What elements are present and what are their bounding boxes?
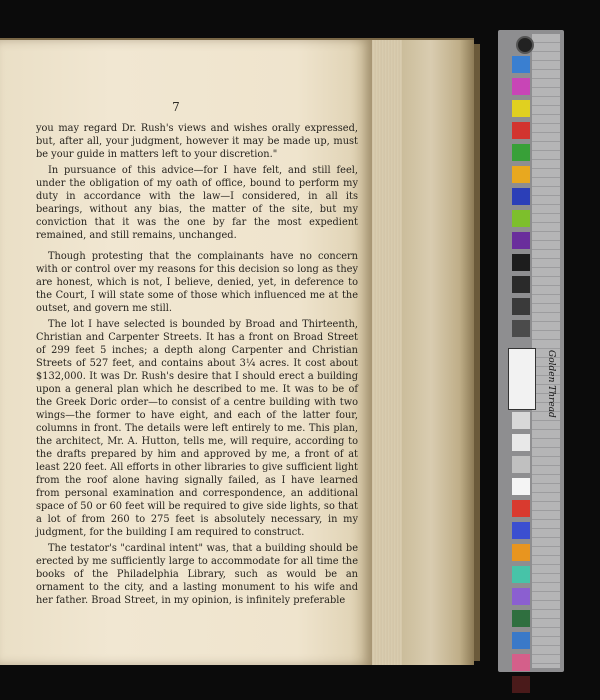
color-swatch: [512, 456, 530, 473]
color-swatch: [512, 188, 530, 205]
book-page: [0, 40, 372, 665]
color-swatch: [512, 78, 530, 95]
color-swatch: [512, 166, 530, 183]
page-text: [36, 122, 358, 610]
color-swatch: [512, 566, 530, 583]
color-swatch: [512, 56, 530, 73]
color-swatch: [512, 610, 530, 627]
color-swatch: [512, 478, 530, 495]
book-cover-board: [402, 40, 474, 665]
paragraph-3: Though protesting that the complainants have no concern with or control over my reasons for this decision so long as they are honest, which is not, I believe, denied, yet, in deference to the Court, I will state some of those which influenced me at the outset, and govern me still.: [36, 251, 358, 314]
paragraph-2: In pursuance of this advice—for I have felt, and still feel, under the obligation of my oath of office, bound to perform my duty in accordance with the law—I considered, in all its bearings, without any bias, the matter of the site, but my conviction that it was the one by far the most expedient remained, and still remains, unchanged.: [36, 165, 358, 241]
color-swatch: [512, 434, 530, 451]
color-swatch: [512, 500, 530, 517]
color-swatch: [512, 632, 530, 649]
color-swatch: [512, 522, 530, 539]
color-swatch: [512, 298, 530, 315]
color-swatch: [512, 276, 530, 293]
color-calibration-card: [498, 30, 564, 672]
card-hole-icon: [516, 36, 534, 54]
color-swatch: [512, 412, 530, 429]
color-swatch: [512, 232, 530, 249]
color-swatch: [512, 100, 530, 117]
card-brand-logo: Golden Thread: [546, 350, 556, 418]
calibration-target-icon: [508, 348, 536, 410]
color-swatch: [512, 210, 530, 227]
paragraph-4: The lot I have selected is bounded by Broad and Thirteenth, Christian and Carpenter Streets. It has a front on Broad Street of 299 feet 5 inches; a depth along Carpenter and Christian Streets of 527 feet, and contains about 3¼ acres. It cost about $132,000. It was Dr. Rush's desire that I should erect a building upon a general plan which he described to me. It was to be of the Greek Doric order—to consist of a centre building with two wings—the former to have eight, and each of the latter four, columns in front. The details were left entirely to me. This plan, the architect, Mr. A. Hutton, tells me, will require, according to the drafts prepared by him and approved by me, a front of at least 220 feet. All efforts in other libraries to give sufficient light from the roof alone having signally failed, as I have learned from personal examination and correspondence, an additional space of 50 or 60 feet will be required to give side lights, so that a lot of from 260 to 275 feet is absolutely necessary, in my judgment, for the building I am required to construct.: [36, 319, 358, 538]
color-swatch: [512, 122, 530, 139]
color-swatch: [512, 654, 530, 671]
paragraph-5: The testator's "cardinal intent" was, that a building should be erected by me sufficiently large to accommodate for all time the books of the Philadelphia Library, such as would be an ornament to the city, and a lasting monument to his wife and her father. Broad Street, in my opinion, is infinitely preferable: [36, 543, 358, 606]
page-fore-edge: [372, 40, 402, 665]
color-swatch: [512, 320, 530, 337]
book-cover-edge: [474, 44, 480, 661]
color-swatch: [512, 588, 530, 605]
page-number: 7: [172, 100, 180, 114]
color-swatch: [512, 544, 530, 561]
color-swatch: [512, 144, 530, 161]
paragraph-1: you may regard Dr. Rush's views and wishes orally expressed, but, after all, your judgment, however it may be made up, must be your guide in matters left to your discretion.": [36, 123, 358, 160]
color-swatch: [512, 676, 530, 693]
color-swatch: [512, 254, 530, 271]
